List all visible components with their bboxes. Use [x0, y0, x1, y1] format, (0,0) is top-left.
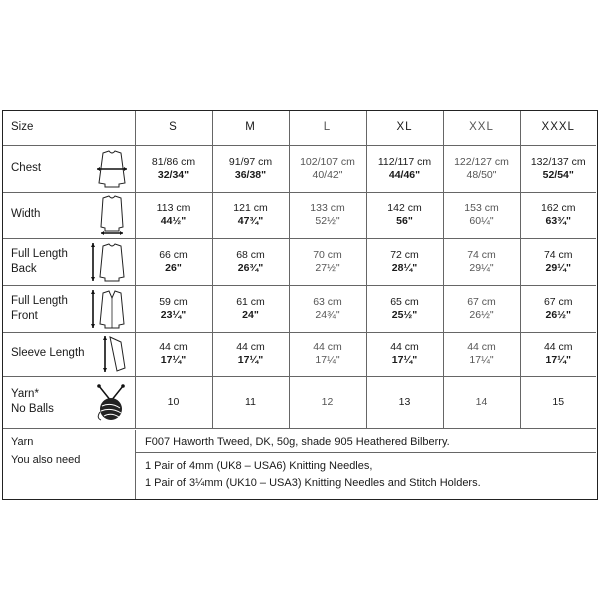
width-xl: 142 cm 56"	[366, 192, 443, 238]
table-header-row	[3, 111, 596, 145]
balls-xxxl: 15	[520, 376, 596, 428]
chest-s: 81/86 cm 32/34"	[135, 145, 212, 192]
chest-m: 91/97 cm 36/38"	[212, 145, 289, 192]
back-length-s: 66 cm 26"	[135, 238, 212, 285]
back-length-xxxl: 74 cm 29¼"	[520, 238, 596, 285]
yarn-label: Yarn	[11, 436, 34, 448]
sleeve-xl: 44 cm 17¼"	[366, 332, 443, 376]
chest-xxl: 122/127 cm 48/50"	[443, 145, 520, 192]
front-length-xl: 65 cm 25½"	[366, 285, 443, 332]
needles-line-2: 1 Pair of 3¼mm (UK10 – USA3) Knitting Needles and Stitch Holders.	[145, 477, 481, 489]
size-col-l: L	[289, 111, 366, 145]
back-length-xxl: 74 cm 29¼"	[443, 238, 520, 285]
front-length-icon	[89, 288, 129, 330]
sleeve-length-icon	[99, 334, 129, 374]
width-xxl: 153 cm 60¼"	[443, 192, 520, 238]
notes-labels	[11, 434, 80, 470]
row-label-length-back: Full Length Back	[3, 238, 135, 285]
sleeve-xxxl: 44 cm 17¼"	[520, 332, 596, 376]
row-label-width: Width	[3, 192, 135, 238]
front-length-m: 61 cm 24"	[212, 285, 289, 332]
notes-divider	[135, 430, 136, 499]
balls-xl: 13	[366, 376, 443, 428]
chest-l: 102/107 cm 40/42"	[289, 145, 366, 192]
table-row	[3, 238, 596, 285]
back-length-m: 68 cm 26¾"	[212, 238, 289, 285]
sleeve-xxl: 44 cm 17¼"	[443, 332, 520, 376]
row-label-yarn-balls: Yarn* No Balls	[3, 376, 135, 428]
needles-line-1: 1 Pair of 4mm (UK8 – USA6) Knitting Needles,	[145, 460, 373, 472]
sleeve-m: 44 cm 17¼"	[212, 332, 289, 376]
also-need-label: You also need	[11, 454, 81, 466]
row-label-chest: Chest	[3, 145, 135, 192]
yarn-ball-icon	[93, 382, 129, 422]
table-row	[3, 332, 596, 376]
notes-separator	[135, 452, 596, 453]
width-s: 113 cm 44½"	[135, 192, 212, 238]
front-length-xxl: 67 cm 26½"	[443, 285, 520, 332]
balls-l: 12	[289, 376, 366, 428]
size-chart	[2, 110, 598, 500]
size-col-m: M	[212, 111, 289, 145]
balls-m: 11	[212, 376, 289, 428]
table-row	[3, 145, 596, 192]
yarn-description: F007 Haworth Tweed, DK, 50g, shade 905 Heathered Bilberry.	[145, 436, 450, 448]
size-col-xxxl: XXXL	[520, 111, 596, 145]
size-table	[3, 111, 596, 429]
materials-notes	[3, 430, 596, 499]
row-label-sleeve: Sleeve Length	[3, 332, 135, 376]
balls-s: 10	[135, 376, 212, 428]
row-label-length-front: Full Length Front	[3, 285, 135, 332]
front-length-s: 59 cm 23¼"	[135, 285, 212, 332]
size-col-xl: XL	[366, 111, 443, 145]
table-row	[3, 285, 596, 332]
size-col-xxl: XXL	[443, 111, 520, 145]
sleeve-l: 44 cm 17¼"	[289, 332, 366, 376]
chest-xl: 112/117 cm 44/46"	[366, 145, 443, 192]
front-length-xxxl: 67 cm 26½"	[520, 285, 596, 332]
sleeve-s: 44 cm 17¼"	[135, 332, 212, 376]
front-length-l: 63 cm 24¾"	[289, 285, 366, 332]
width-m: 121 cm 47¾"	[212, 192, 289, 238]
width-measure-icon	[95, 195, 129, 235]
width-l: 133 cm 52½"	[289, 192, 366, 238]
back-length-l: 70 cm 27½"	[289, 238, 366, 285]
balls-xxl: 14	[443, 376, 520, 428]
table-row	[3, 376, 596, 428]
size-col-s: S	[135, 111, 212, 145]
chest-measure-icon	[95, 149, 129, 189]
chest-xxxl: 132/137 cm 52/54"	[520, 145, 596, 192]
back-length-xl: 72 cm 28¼"	[366, 238, 443, 285]
size-header: Size	[3, 111, 135, 145]
back-length-icon	[89, 241, 129, 283]
width-xxxl: 162 cm 63¾"	[520, 192, 596, 238]
table-row	[3, 192, 596, 238]
